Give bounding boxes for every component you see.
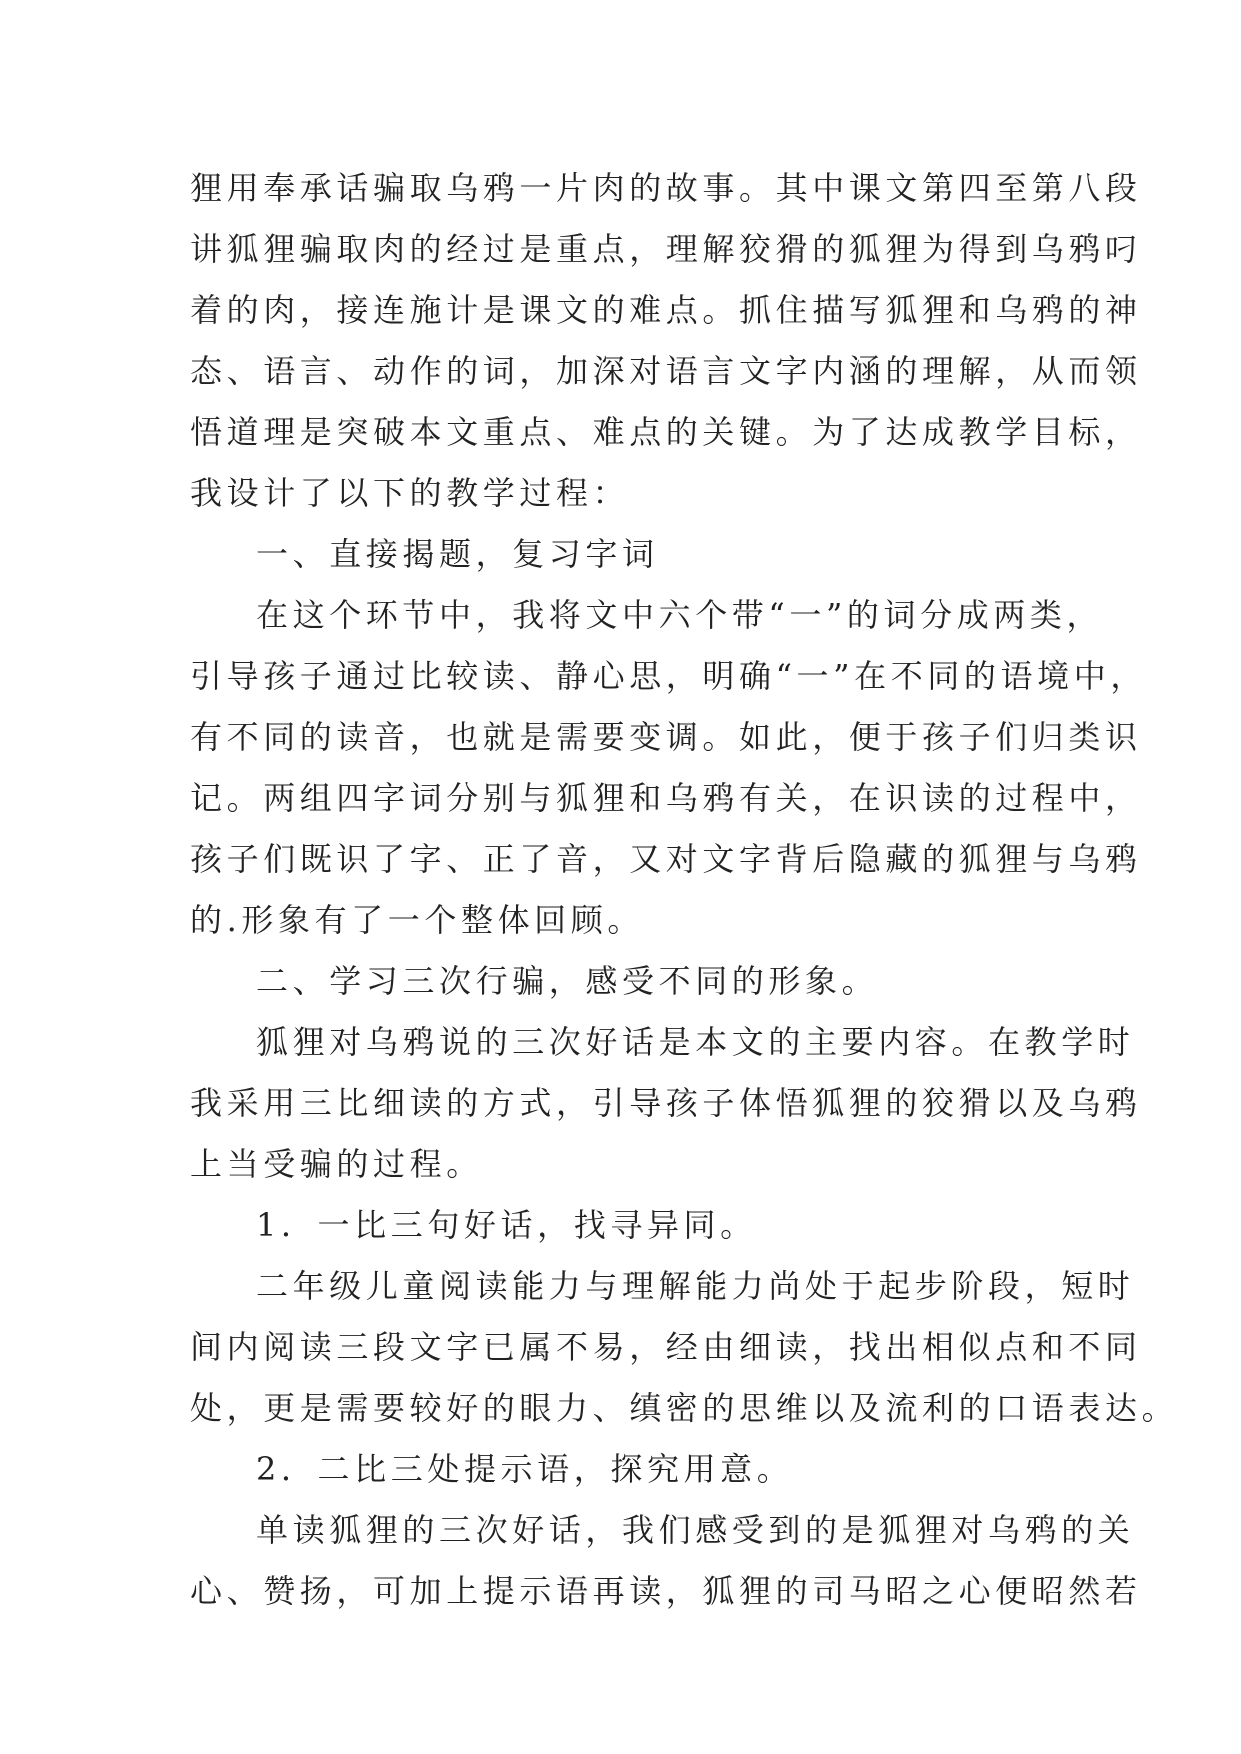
paragraph-start-line: 在这个环节中，我将文中六个带“一”的词分成两类， (256, 596, 1104, 634)
text-line: 引导孩子通过比较读、静心思，明确“一”在不同的语境中， (190, 657, 1147, 695)
paragraph-start-line: 狐狸对乌鸦说的三次好话是本文的主要内容。在教学时 (256, 1023, 1135, 1061)
paragraph-start-line: 单读狐狸的三次好话，我们感受到的是狐狸对乌鸦的关 (256, 1511, 1135, 1549)
paragraph-start-line: 二年级儿童阅读能力与理解能力尚处于起步阶段，短时 (256, 1267, 1135, 1305)
text-line: 着的肉，接连施计是课文的难点。抓住描写狐狸和乌鸦的神 (190, 291, 1142, 329)
text-line: 悟道理是突破本文重点、难点的关键。为了达成教学目标， (190, 413, 1142, 451)
text-line: 上当受骗的过程。 (190, 1145, 483, 1183)
text-line: 我设计了以下的教学过程： (190, 474, 630, 512)
text-line: 我采用三比细读的方式，引导孩子体悟狐狸的狡猾以及乌鸦 (190, 1084, 1142, 1122)
text-line: 的.形象有了一个整体回顾。 (190, 901, 644, 939)
text-line: 有不同的读音，也就是需要变调。如此，便于孩子们归类识 (190, 718, 1142, 756)
text-line: 记。两组四字词分别与狐狸和乌鸦有关，在识读的过程中， (190, 779, 1142, 817)
section-heading: 一、直接揭题，复习字词 (256, 535, 659, 573)
subsection-heading: 2．二比三处提示语，探究用意。 (256, 1450, 794, 1488)
text-line: 心、赞扬，可加上提示语再读，狐狸的司马昭之心便昭然若 (190, 1572, 1142, 1610)
text-line: 间内阅读三段文字已属不易，经由细读，找出相似点和不同 (190, 1328, 1142, 1366)
text-line: 处，更是需要较好的眼力、缜密的思维以及流利的口语表达。 (190, 1389, 1179, 1427)
text-line: 狸用奉承话骗取乌鸦一片肉的故事。其中课文第四至第八段 (190, 169, 1142, 207)
subsection-heading: 1．一比三句好话，找寻异同。 (256, 1206, 757, 1244)
section-heading: 二、学习三次行骗，感受不同的形象。 (256, 962, 879, 1000)
document-page (190, 158, 1179, 1622)
text-line: 态、语言、动作的词，加深对语言文字内涵的理解，从而领 (190, 352, 1142, 390)
text-line: 讲狐狸骗取肉的经过是重点，理解狡猾的狐狸为得到乌鸦叼 (190, 230, 1142, 268)
text-line: 孩子们既识了字、正了音，又对文字背后隐藏的狐狸与乌鸦 (190, 840, 1142, 878)
